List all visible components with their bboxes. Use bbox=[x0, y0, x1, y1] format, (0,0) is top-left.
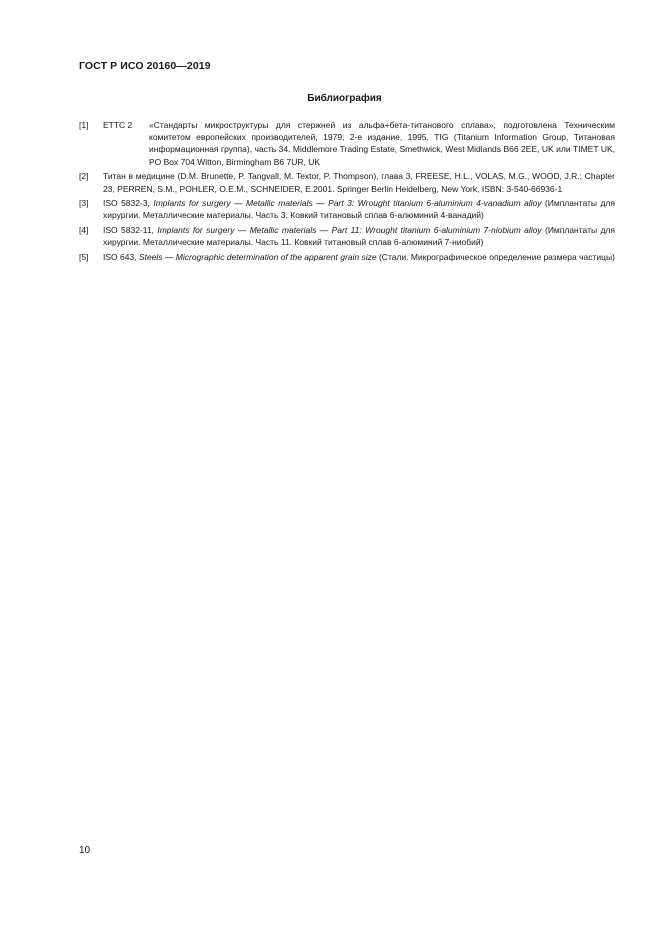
entry-italic-title: Steels — Micrographic determination of the apparent grain size bbox=[138, 252, 377, 263]
bibliography-entry-3 bbox=[79, 197, 615, 221]
document-header-code: ГОСТ Р ИСО 20160—2019 bbox=[79, 60, 211, 72]
entry-suffix: (Стали. Микрографическое определение размера частицы) bbox=[378, 252, 615, 263]
entry-number: [1] bbox=[79, 120, 89, 130]
entry-suffix: (Имплантаты для хирургии. Металлические материалы. Часть 11. Ковкий титановый сплав 6-алюминий 7-ниобий) bbox=[103, 225, 615, 248]
entry-text bbox=[103, 197, 615, 221]
bibliography-entry-4 bbox=[79, 224, 615, 248]
entry-number: [2] bbox=[79, 171, 89, 182]
entry-number: [5] bbox=[79, 252, 89, 263]
bibliography-entry-5 bbox=[79, 251, 615, 263]
entry-prefix: ISO 643, bbox=[103, 252, 137, 263]
entry-text: Титан в медицине (D.M. Brunette, P. Tangvall, M. Textor, P. Thompson), глава 3, FREESE, H.L., VOLAS, M.G., WOOD, J.R.; Chapter 23, PERREN, S.M., POHLER, O.E.M., SCHNEIDER, E.2001. Springer Berlin Heidelberg, New York, ISBN: 3-540-66936-1 bbox=[103, 171, 615, 194]
page-number: 10 bbox=[79, 845, 91, 856]
entry-number: [4] bbox=[79, 225, 89, 236]
entry-italic-title: Implants for surgery — Metallic materials — Part 11: Wrought titanium 6-aluminium 7-niobium alloy bbox=[157, 225, 542, 236]
entry-code: ETTC 2 bbox=[103, 120, 133, 130]
entry-text: «Стандарты микроструктуры для стержней из альфа+бета-титанового сплава», подготовлена Техническим комитетом европейских производителей, 1979; 2-е издание, 1995, TIG (Titanium Information Group, Титановая информационная группа), часть 34. Middlemore Trading Estate, Smethwick, West Midlands B66 2EE, UK или TIMET UK, PO Box 704 Witton, Birmingham B6 7UR, UK bbox=[149, 120, 615, 167]
entry-number: [3] bbox=[79, 198, 89, 209]
bibliography-title: Библиография bbox=[307, 93, 382, 104]
entry-italic-title: Implants for surgery — Metallic materials — Part 3: Wrought titanium 6-aluminium 4-vanadium alloy bbox=[153, 198, 542, 209]
bibliography-entry-1 bbox=[79, 119, 615, 168]
entry-prefix: ISO 5832-3, bbox=[103, 198, 150, 209]
bibliography-entry-2 bbox=[79, 170, 615, 194]
entry-suffix: (Имплантаты для хирургии. Металлические материалы. Часть 3. Ковкий титановый сплав 6-алюминий 4-ванадий) bbox=[103, 198, 615, 221]
entry-prefix: ISO 5832-11, bbox=[103, 225, 154, 236]
entry-text bbox=[103, 251, 615, 263]
entry-text bbox=[103, 224, 615, 248]
bibliography-list bbox=[79, 119, 615, 266]
entry-body bbox=[103, 119, 615, 168]
